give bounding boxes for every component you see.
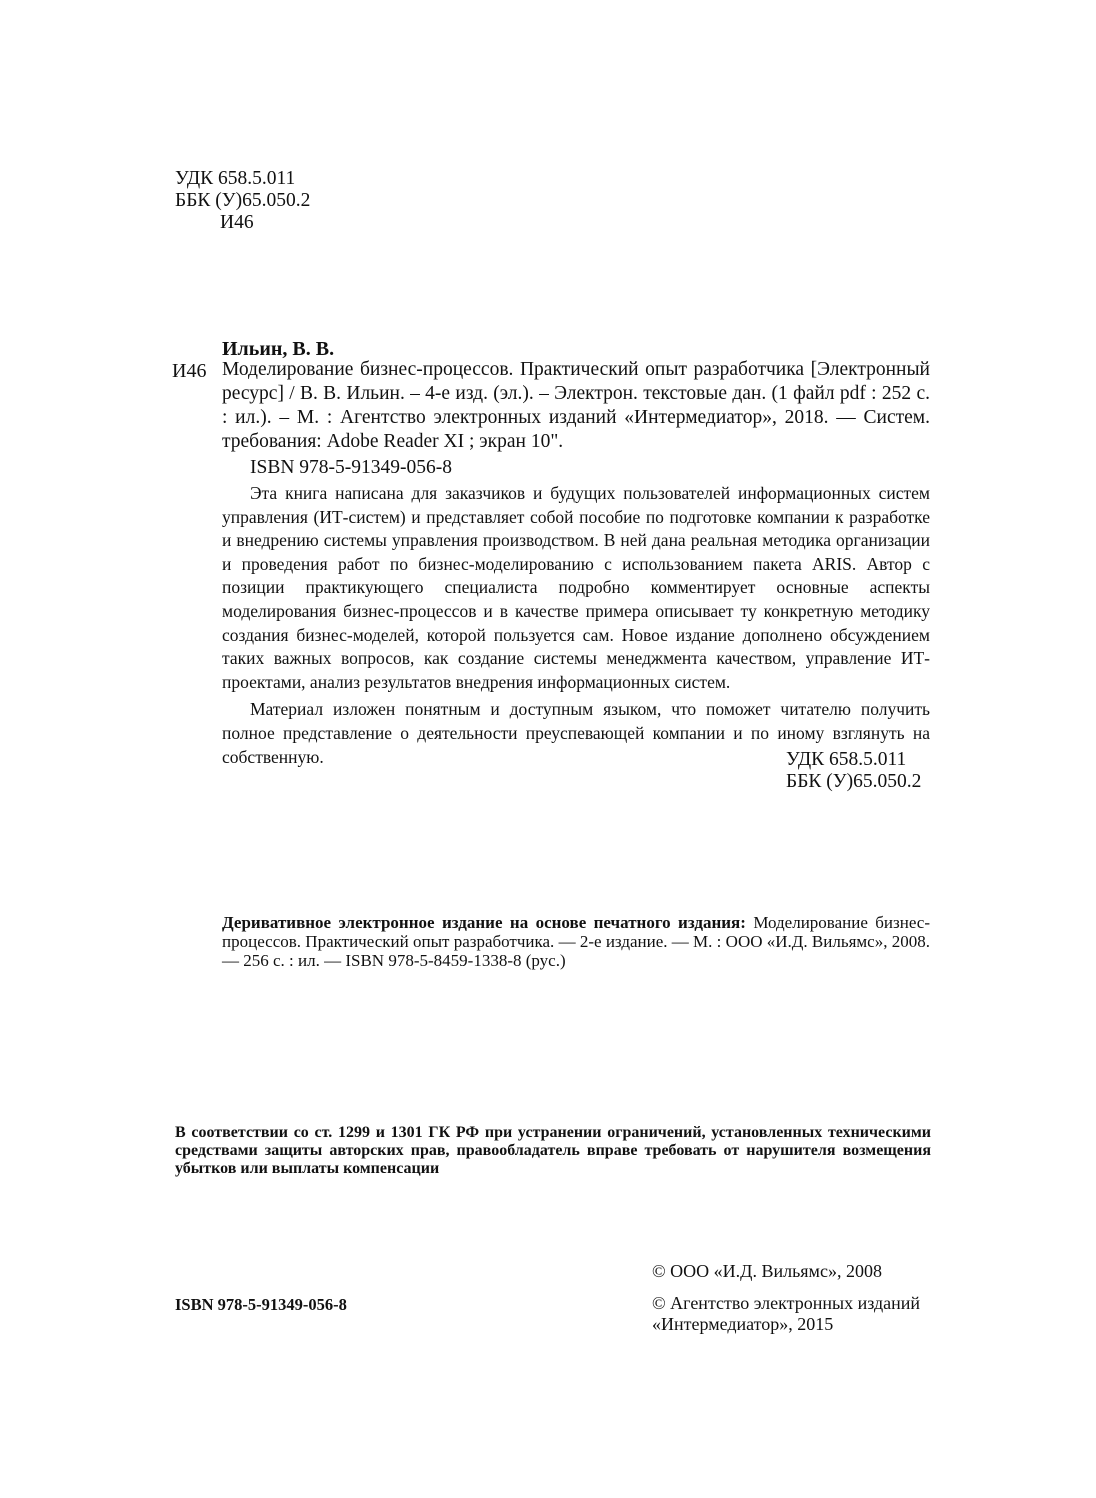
record-marker: И46 [172,360,207,382]
bibliographic-description: Моделирование бизнес-процессов. Практический опыт разработчика [Электронный ресурс] / В. В. Ильин. – 4-е изд. (эл.). – Электрон. текстовые дан. (1 файл pdf : 252 с. : ил.). – М. : Агентство электронных изданий «Интермедиатор», 2018. — Систем. требования: Adobe Reader XI ; экран 10". [222,359,930,452]
annotation-paragraph: Эта книга написана для заказчиков и будущих пользователей информационных систем управления (ИТ-систем) и представляет собой пособие по подготовке компании к разработке и внедрению системы управления производством. В ней дана реальная методика организации и проведения работ по бизнес-моделированию с использованием пакета ARIS. Автор с позиции практикующего специалиста подробно комментирует основные аспекты моделирования бизнес-процессов и в качестве примера описывает ту конкретную методику создания бизнес-моделей, которой пользуется сам. Новое издание дополнено обсуждением таких важных вопросов, как создание системы менеджмента качеством, управление ИТ-проектами, анализ результатов внедрения информационных систем. [222,483,930,692]
derivative-text: Моделирование бизнес-процессов. Практический опыт разработчика. — 2-е издание. — М. : ООО «И.Д. Вильямс», 2008. — 256 с. : ил. — ISBN 978-5-8459-1338-8 (рус.) [222,913,931,970]
bbk-code: ББК (У)65.050.2 [175,190,311,211]
annotation-paragraph: Материал изложен понятным и доступным языком, что поможет читателю получить полное представление о деятельности преуспевающей компании и по иному взглянуть на собственную. [222,699,930,767]
footer-isbn: ISBN 978-5-91349-056-8 [175,1295,347,1314]
author-name: Ильин, В. В. [222,338,335,360]
copyright-intermediator [652,1293,920,1335]
record-isbn: ISBN 978-5-91349-056-8 [250,457,453,478]
copyright-line: «Интермедиатор», 2015 [652,1314,834,1334]
derivative-edition-note [222,913,930,970]
classification-codes-repeat [786,749,921,793]
author-mark: И46 [220,212,254,233]
udk-code: УДК 658.5.011 [786,749,907,770]
classification-codes [175,168,310,234]
legal-notice: В соответствии со ст. 1299 и 1301 ГК РФ при устранении ограничений, установленных техническими средствами защиты авторских прав, правообладатель вправе требовать от нарушителя возмещения убытков или выплаты компенсации [175,1124,931,1177]
derivative-label: Деривативное электронное издание на основе печатного издания: [222,913,746,932]
copyright-williams: © ООО «И.Д. Вильямс», 2008 [652,1261,882,1281]
bbk-code: ББК (У)65.050.2 [786,771,922,792]
annotation [222,482,930,769]
udk-code: УДК 658.5.011 [175,168,296,189]
copyright-line: © Агентство электронных изданий [652,1293,921,1313]
